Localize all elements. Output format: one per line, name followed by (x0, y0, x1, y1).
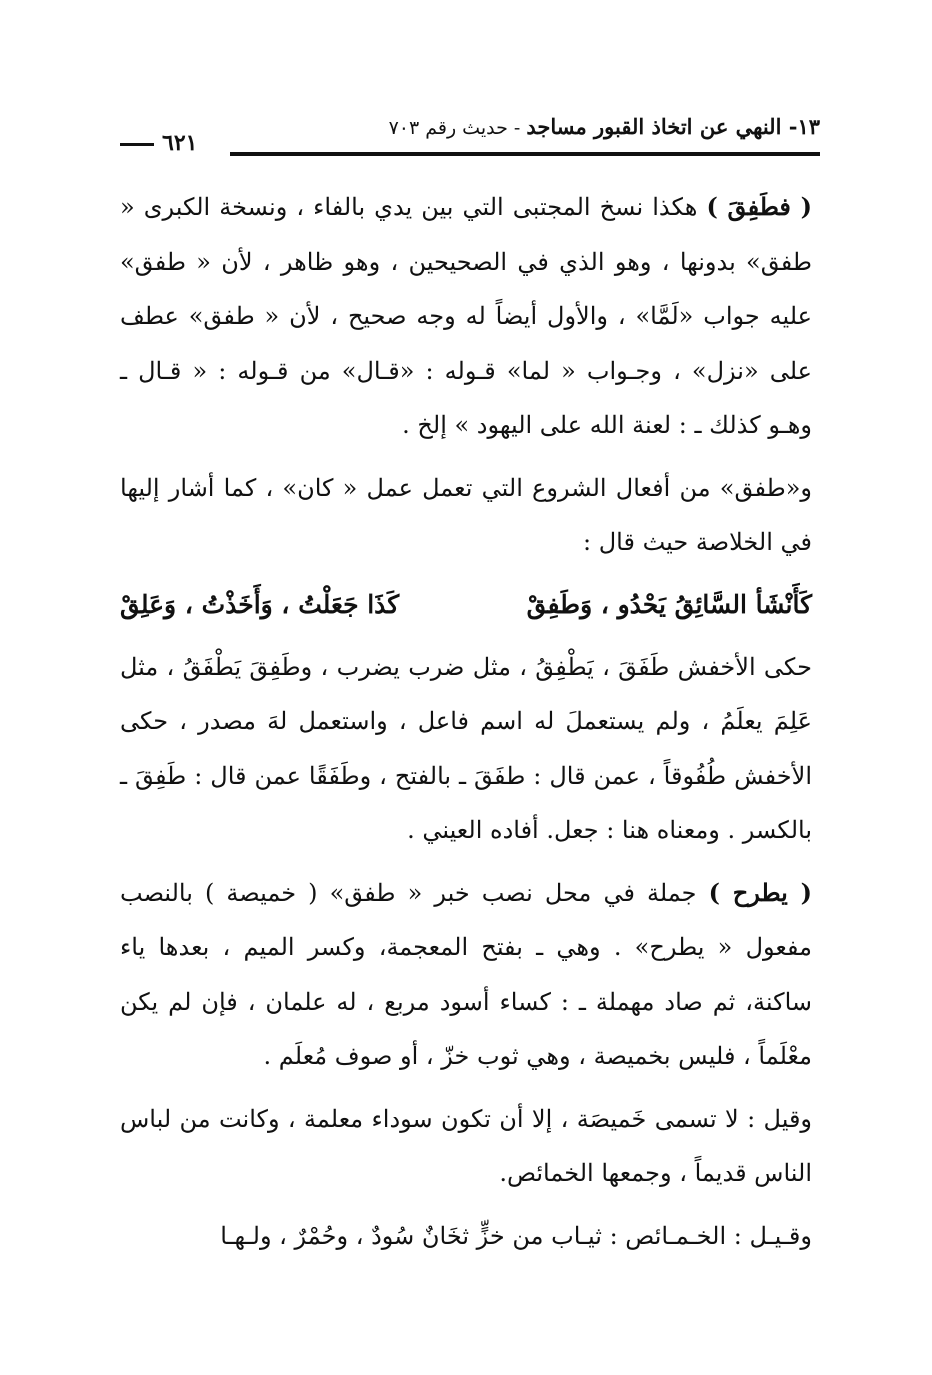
paragraph-text: حكى الأخفش طَفَقَ ، يَطْفِقُ ، مثل ضرب يضرب ، وطَفِقَ يَطْفَقُ ، مثل عَلِمَ يعلَمُ ، ولم يستعملَ له اسم فاعل ، واستعمل لهَ مصدر ، حكى الأخفش طُفُوقاً ، عمن قال : طفَقَ ـ بالفتح ، وطَفَقًا عمن قال : طَفِقَ ـ بالكسر . ومعناه هنا : جعل. أفاده العيني . (120, 652, 812, 844)
paragraph-term: ( يطرح ) (708, 877, 812, 907)
verse-hemistich-right: كَأَنْشَأ السَّائِقُ يَحْدُو ، وَطَفِقْ (526, 589, 812, 619)
paragraph (120, 180, 812, 453)
page-number-dash (120, 143, 154, 146)
paragraph-term: ( فطَفِقَ ) (706, 192, 812, 221)
page-number: ٦٢١ (162, 130, 198, 156)
paragraph (120, 866, 812, 1084)
main-text (120, 180, 812, 1271)
paragraph (120, 640, 812, 858)
chapter-title: ١٣- النهي عن اتخاذ القبور مساجد (526, 114, 820, 139)
paragraph-text: هكذا نسخ المجتبى التي بين يدي بالفاء ، ونسخة الكبرى « طفق» بدونها ، وهو الذي في الصحيحين ، وهو ظاهر ، لأن « طفق» عليه جواب «لَمَّا» ، والأول أيضاً له وجه صحيح ، لأن « طفق» عطف على «نزل» ، وجـواب « لما» قـوله : «قـال» من قـوله : « قـال ـ وهـو كذلك ـ : لعنة الله على اليهود » إلخ . (120, 193, 812, 439)
verse-line (120, 578, 812, 632)
running-header (120, 112, 820, 156)
paragraph (120, 1092, 812, 1201)
page-number-block (120, 130, 197, 156)
paragraph-text: و«طفق» من أفعال الشروع التي تعمل عمل « كان» ، كما أشار إليها في الخلاصة حيث قال : (120, 473, 812, 556)
paragraph-text: وقيل : لا تسمى خَميصَة ، إلا أن تكون سوداء معلمة ، وكانت من لباس الناس قديماً ، وجمعها الخمائص. (120, 1104, 813, 1187)
header-title (389, 114, 820, 139)
paragraph (120, 461, 812, 570)
paragraph-text: جملة في محل نصب خبر « طفق» ( خميصة ) بالنصب مفعول « يطرح» . وهي ـ بفتح المعجمة، وكسر الميم ، بعدها ياء ساكنة، ثم صاد مهملة ـ : كساء أسود مربع ، له علمان ، فإن لم يكن معْلَماً ، فليس بخميصة ، وهي ثوب خزّ ، أو صوف مُعلَم . (120, 878, 812, 1070)
paragraph (120, 1209, 812, 1264)
header-rule (230, 152, 820, 156)
hadith-number: - حديث رقم ٧٠٣ (388, 117, 527, 139)
verse-hemistich-left: كَذَا جَعَلْتُ ، وَأَخَذْتُ ، وَعَلِقْ (120, 589, 400, 619)
paragraph-text: وقـيـل : الخـمـائص : ثيـاب من خزٍّ ثخَانٌ سُودٌ ، وحُمْرٌ ، ولـهـا (220, 1221, 812, 1250)
